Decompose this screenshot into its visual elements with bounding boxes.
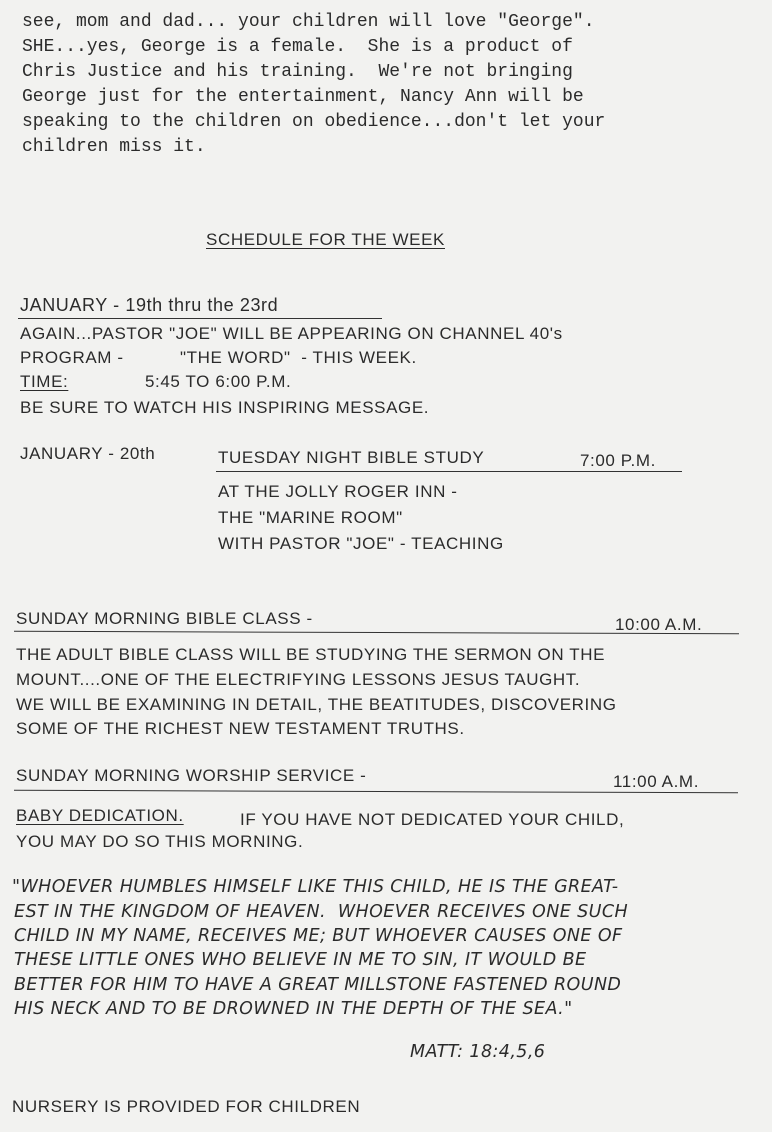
jan20-event-rule [216, 471, 682, 472]
jan19-line: BE SURE TO WATCH HIS INSPIRING MESSAGE. [20, 398, 430, 417]
intro-line: Chris Justice and his training. We're not bringing [22, 62, 573, 82]
bible-class-line: SOME OF THE RICHEST NEW TESTAMENT TRUTHS. [16, 719, 465, 738]
intro-line: George just for the entertainment, Nancy Ann will be [22, 87, 584, 107]
jan19-program-name: "THE WORD" - THIS WEEK. [180, 348, 417, 367]
dedication-label: BABY DEDICATION. [16, 806, 184, 825]
intro-line: speaking to the children on obedience...don't let your [22, 112, 606, 132]
worship-time: 11:00 A.M. [613, 772, 700, 791]
bible-class-line: MOUNT....ONE OF THE ELECTRIFYING LESSONS JESUS TAUGHT. [16, 670, 581, 689]
jan19-heading-rule [18, 318, 382, 319]
quote-line: CHILD IN MY NAME, RECEIVES ME; BUT WHOEVER CAUSES ONE OF [14, 926, 623, 946]
quote-line: EST IN THE KINGDOM OF HEAVEN. WHOEVER RECEIVES ONE SUCH [14, 902, 629, 922]
dedication-text: IF YOU HAVE NOT DEDICATED YOUR CHILD, [240, 810, 625, 829]
nursery-note: NURSERY IS PROVIDED FOR CHILDREN [12, 1097, 361, 1116]
bible-class-line: THE ADULT BIBLE CLASS WILL BE STUDYING THE SERMON ON THE [16, 645, 606, 664]
quote-line: THESE LITTLE ONES WHO BELIEVE IN ME TO SIN, IT WOULD BE [14, 950, 587, 970]
intro-line: see, mom and dad... your children will love "George". [22, 12, 595, 32]
bible-class-line: WE WILL BE EXAMINING IN DETAIL, THE BEATITUDES, DISCOVERING [16, 695, 617, 714]
jan20-time: 7:00 P.M. [580, 451, 656, 470]
jan20-detail: THE "MARINE ROOM" [218, 508, 403, 527]
intro-line: children miss it. [22, 137, 206, 157]
dedication-text: YOU MAY DO SO THIS MORNING. [16, 832, 304, 851]
intro-line: SHE...yes, George is a female. She is a product of [22, 37, 573, 57]
bible-class-time: 10:00 A.M. [615, 615, 703, 634]
jan20-detail: AT THE JOLLY ROGER INN - [218, 482, 458, 501]
jan19-time-value: 5:45 TO 6:00 P.M. [145, 372, 292, 391]
schedule-title: SCHEDULE FOR THE WEEK [206, 230, 445, 249]
jan19-line: AGAIN...PASTOR "JOE" WILL BE APPEARING ON CHANNEL 40's [20, 324, 563, 343]
jan19-time-label: TIME: [20, 372, 69, 391]
jan20-detail: WITH PASTOR "JOE" - TEACHING [218, 534, 504, 553]
bible-class-heading: SUNDAY MORNING BIBLE CLASS - [16, 609, 313, 628]
quote-citation: MATT: 18:4,5,6 [410, 1042, 546, 1062]
jan19-heading: JANUARY - 19th thru the 23rd [20, 295, 279, 315]
jan20-date: JANUARY - 20th [20, 444, 156, 463]
quote-line: HIS NECK AND TO BE DROWNED IN THE DEPTH OF THE SEA." [14, 999, 573, 1019]
quote-line: "WHOEVER HUMBLES HIMSELF LIKE THIS CHILD, HE IS THE GREAT- [12, 877, 619, 897]
jan19-program-label: PROGRAM - [20, 348, 124, 367]
quote-line: BETTER FOR HIM TO HAVE A GREAT MILLSTONE FASTENED ROUND [14, 975, 622, 995]
worship-heading: SUNDAY MORNING WORSHIP SERVICE - [16, 766, 367, 785]
jan20-event: TUESDAY NIGHT BIBLE STUDY [218, 448, 485, 467]
